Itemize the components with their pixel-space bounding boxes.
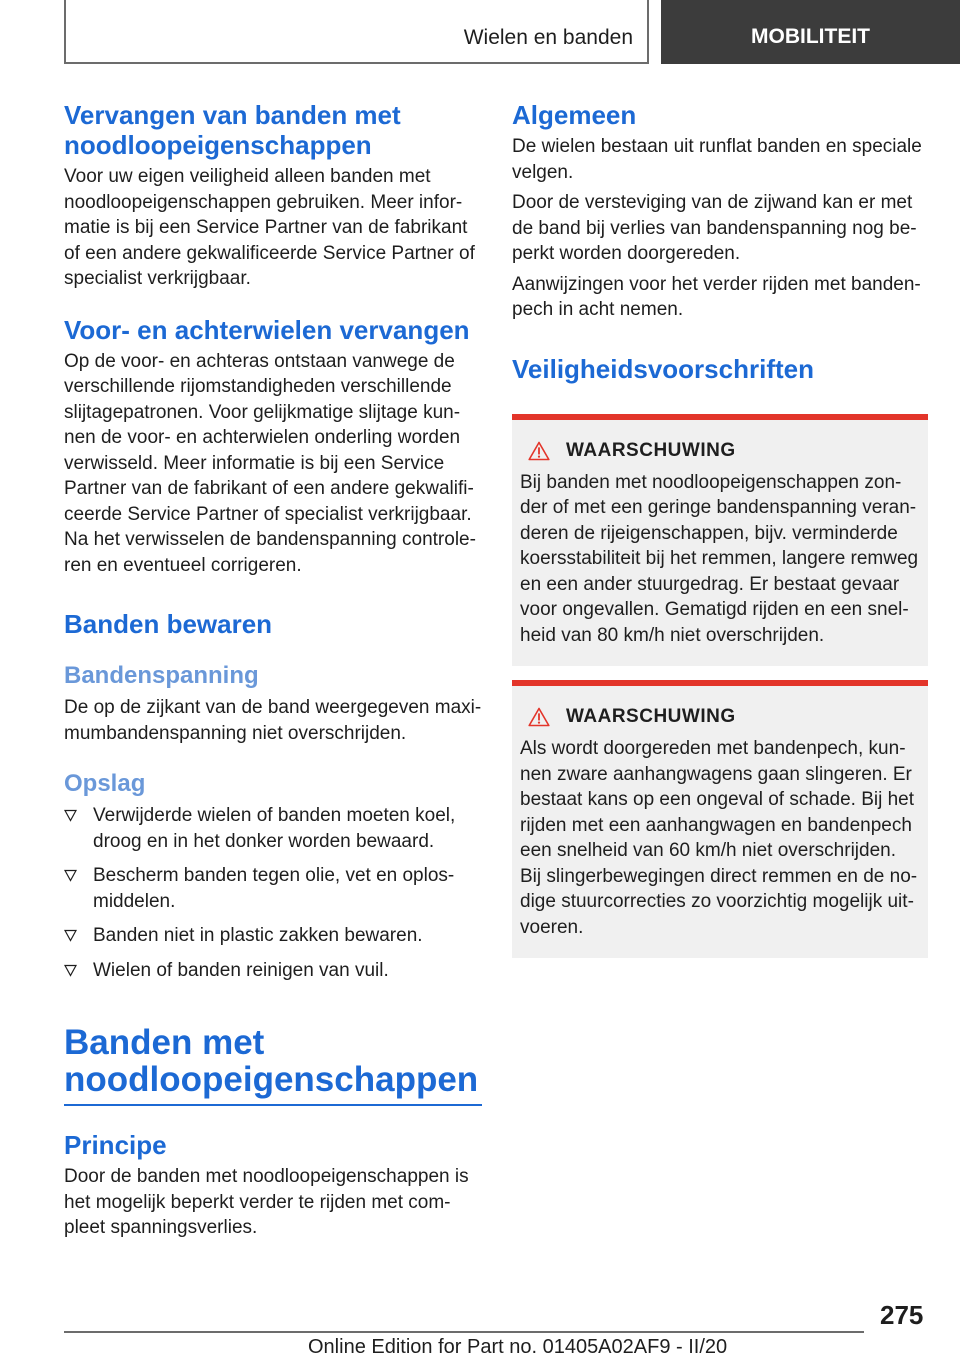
section-heading-replace-runflat: Vervangen van banden met noodloopeigenschappen: [64, 100, 401, 160]
section-heading-swap-wheels: Voor- en achterwielen vervangen: [64, 314, 470, 345]
list-item: [64, 803, 482, 854]
warning-triangle-icon: [528, 707, 550, 727]
paragraph: Door de banden met noodloopeigenschappen is het mogelijk beperkt verder te rijden met compleet spanningsverlies.: [64, 1166, 469, 1238]
triangle-bullet-icon: [64, 869, 77, 882]
footer-edition: Online Edition for Part no. 01405A02AF9 - II/20: [308, 1336, 728, 1358]
warning-triangle-icon: [528, 441, 550, 461]
header-section-title: Wielen en banden: [463, 26, 633, 49]
page-number: 275: [880, 1300, 924, 1330]
paragraph: Op de voor- en achteras ontstaan vanwege de verschillende rijomstandigheden verschillende slijtagepatronen. Voor gelijkmatige slijtage kunnen de voor- en achterwielen onderling worden verwisseld. Meer informatie is bij een Service Partner van de fabrikant of een andere gekwalificeerde Service Partner of specialist verkrijgbaar. Na het verwisselen de bandenspanning controleren en eventueel corrigeren.: [64, 350, 476, 576]
list-item: [64, 923, 482, 949]
footer-divider: [64, 1331, 864, 1333]
section-heading-safety: Veiligheidsvoorschriften: [512, 353, 814, 384]
storage-list: [64, 803, 482, 983]
warning-text: Als wordt doorgereden met bandenpech, kunnen zware aanhangwagens gaan slingeren. Er bestaat kans op een ongeval of schade. Bij het rijden met een aanhangwagen en bandenpech een snelheid van 60 km/h niet overschrijden. Bij slingerbewegingen direct remmen en de nodige stuurcorrecties zo voorzichtig mogelijk uitvoeren.: [520, 738, 918, 938]
paragraph: De wielen bestaan uit runflat banden en speciale velgen.: [512, 136, 922, 183]
header-chapter-tab: MOBILITEIT: [661, 0, 960, 64]
paragraph: Voor uw eigen veiligheid alleen banden met noodloopeigenschappen gebruiken. Meer informatie is bij een Service Partner van de fabrikant of een andere gekwalificeerde Service Partner of specialist verkrijgbaar.: [64, 166, 475, 289]
paragraph: Aanwijzingen voor het verder rijden met bandenpech in acht nemen.: [512, 273, 921, 320]
section-heading-store-tires: Banden bewaren: [64, 609, 273, 639]
triangle-bullet-icon: [64, 929, 77, 942]
list-item-text: Verwijderde wielen of banden moeten koel, droog en in het donker worden bewaard.: [93, 805, 456, 852]
list-item-text: Bescherm banden tegen olie, vet en oplosmiddelen.: [93, 865, 455, 912]
right-column: [512, 100, 928, 972]
chapter-heading-block: [64, 1024, 482, 1106]
paragraph: De op de zijkant van de band weergegeven maximumbandenspanning niet overschrijden.: [64, 697, 482, 744]
warning-title: WAARSCHUWING: [566, 439, 736, 461]
paragraph: Door de versteviging van de zijwand kan er met de band bij verlies van bandenspanning nog beperkt worden doorgereden.: [512, 192, 917, 264]
chapter-heading-runflat: Banden met noodloopeigenschappen: [64, 1023, 479, 1099]
list-item-text: Wielen of banden reinigen van vuil.: [93, 959, 389, 981]
left-column: [64, 100, 482, 1246]
warning-box: [512, 414, 928, 667]
warning-title: WAARSCHUWING: [566, 706, 736, 727]
subheading-storage: Opslag: [64, 770, 146, 797]
warning-box: [512, 680, 928, 958]
list-item-text: Banden niet in plastic zakken bewaren.: [93, 925, 423, 946]
section-heading-general: Algemeen: [512, 100, 637, 130]
triangle-bullet-icon: [64, 809, 77, 822]
header-section-box: [64, 0, 649, 64]
triangle-bullet-icon: [64, 964, 77, 977]
subheading-tire-pressure: Bandenspanning: [64, 662, 259, 689]
warning-text: Bij banden met noodloopeigenschappen zonder of met een geringe bandenspanning veranderen de rijeigenschappen, bijv. verminderde koersstabiliteit bij het remmen, langere remweg en een ander stuurgedrag. Er bestaat gevaar voor ongevallen. Gematigd rijden en een snelheid van 80 km/h niet overschrijden.: [520, 471, 919, 646]
list-item: [64, 863, 482, 914]
section-heading-principle: Principe: [64, 1130, 167, 1160]
list-item: [64, 958, 482, 984]
